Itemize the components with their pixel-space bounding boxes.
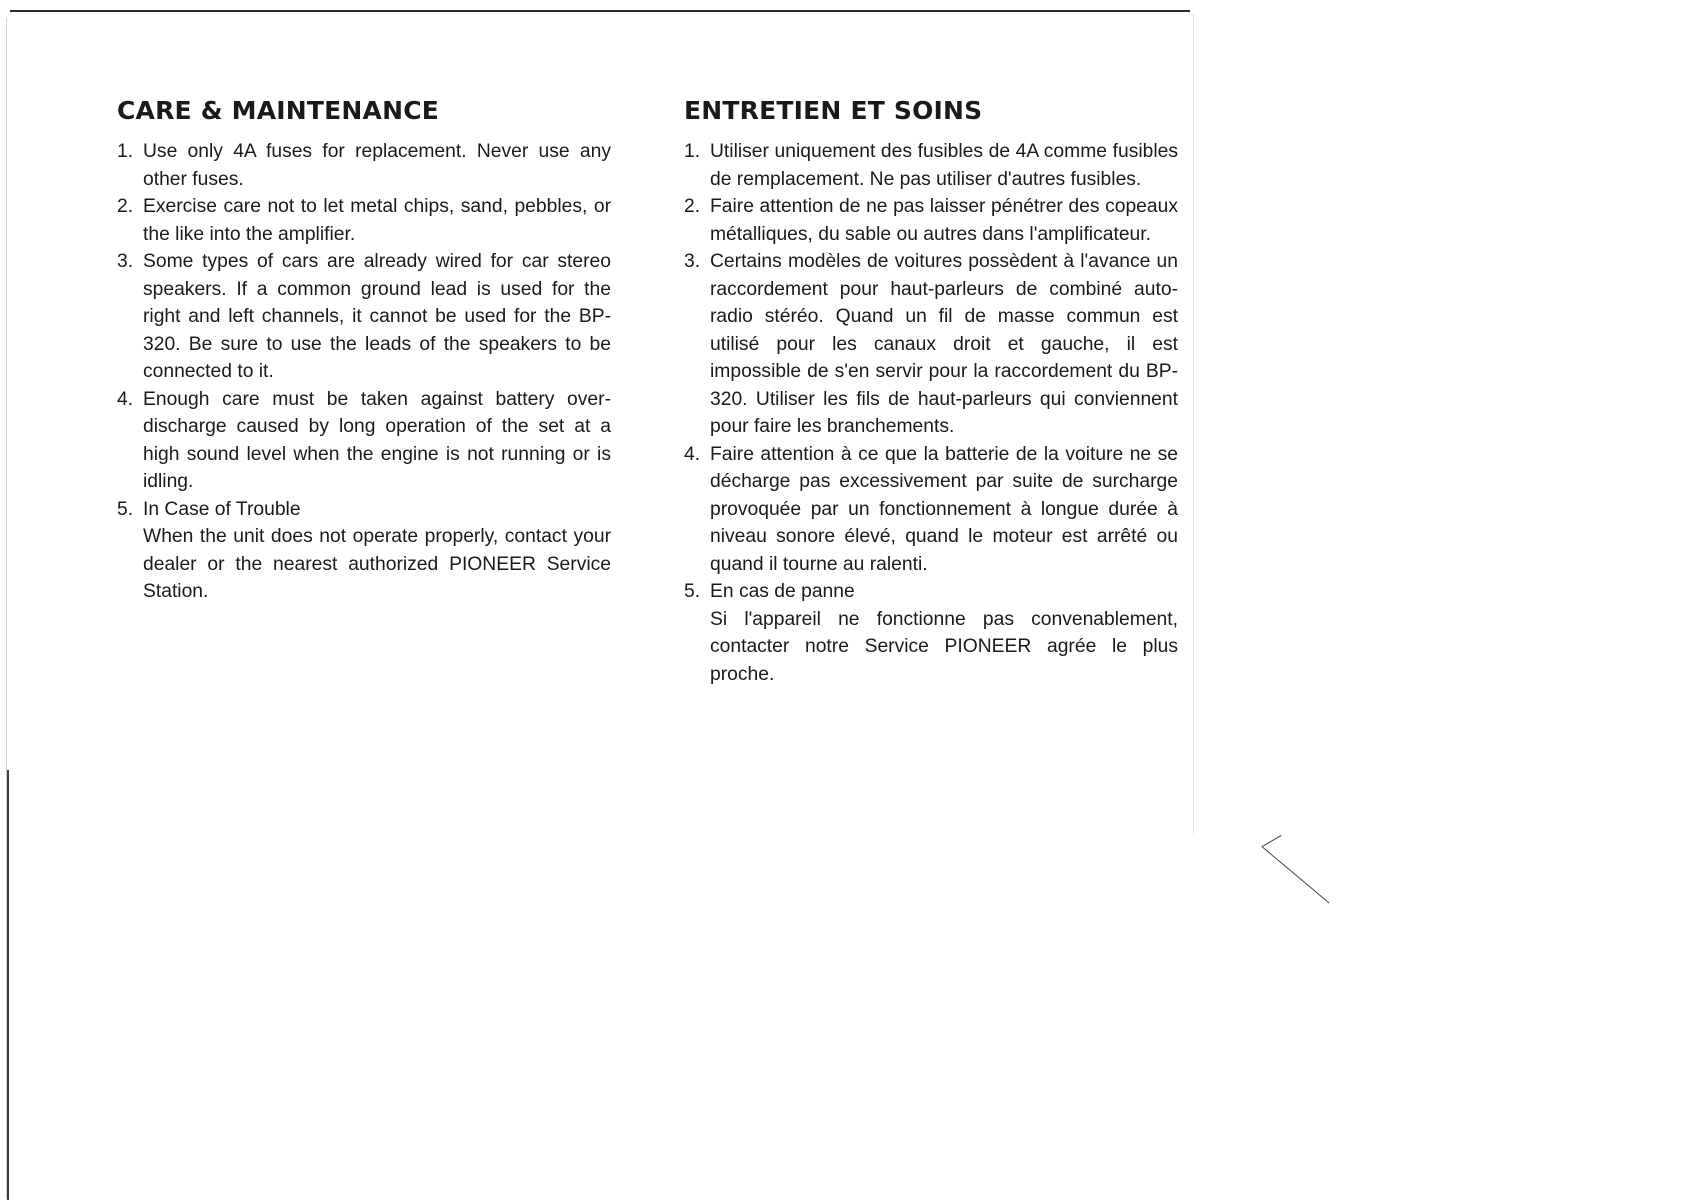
list-item bbox=[117, 248, 611, 386]
item-text: Exercise care not to let metal chips, sand, pebbles, or the like into the amplifier. bbox=[143, 196, 611, 245]
item-text: Enough care must be taken against battery over-discharge caused by long operation of the set at a high sound level when the engine is not running or is idling. bbox=[143, 388, 611, 492]
top-rule bbox=[10, 10, 1190, 12]
list-item bbox=[684, 441, 1178, 579]
list-item bbox=[117, 193, 611, 248]
french-title: ENTRETIEN ET SOINS bbox=[684, 96, 983, 125]
french-section bbox=[684, 94, 1178, 688]
list-item bbox=[684, 578, 1178, 688]
item-text: Faire attention à ce que la batterie de la voiture ne se décharge pas excessivement par suite de surcharge provoquée par un fonctionnement à longue durée à niveau sonore élevé, quand le moteur est arrêté ou quand il tourne au ralenti. bbox=[710, 443, 1178, 575]
item-number: 3. bbox=[117, 251, 134, 272]
item-number: 5. bbox=[684, 581, 701, 602]
english-list bbox=[117, 138, 611, 606]
list-item bbox=[117, 138, 611, 193]
list-item bbox=[684, 248, 1178, 441]
item-number: 5. bbox=[117, 498, 134, 520]
item-text: Utiliser uniquement des fusibles de 4A comme fusibles de remplacement. Ne pas utiliser d'autres fusibles. bbox=[710, 141, 1178, 190]
english-title: CARE & MAINTENANCE bbox=[117, 96, 440, 125]
list-item bbox=[684, 193, 1178, 248]
item-text: Faire attention de ne pas laisser pénétrer des copeaux métalliques, du sable ou autres dans l'amplificateur. bbox=[710, 196, 1178, 245]
english-section bbox=[117, 94, 611, 606]
item-number: 1. bbox=[684, 141, 701, 162]
item-number: 3. bbox=[684, 251, 701, 272]
page-left-edge-mark bbox=[7, 770, 9, 1200]
item-heading: En cas de panne bbox=[710, 581, 855, 602]
french-list bbox=[684, 138, 1178, 688]
item-text: Use only 4A fuses for replacement. Never use any other fuses. bbox=[143, 141, 611, 190]
item-text: Certains modèles de voitures possèdent à l'avance un raccordement pour haut-parleurs de combiné auto-radio stéréo. Quand un fil de masse commun est utilisé pour les canaux droit et gauche, il est impossible de s'en servir pour la raccordement du BP-320. Utiliser les fils de haut-parleurs qui conviennent pour faire les branchements. bbox=[710, 251, 1178, 437]
pen-stroke-curl bbox=[1262, 835, 1282, 847]
page-fold-line bbox=[1193, 14, 1194, 834]
pen-stroke bbox=[1261, 846, 1329, 903]
list-item bbox=[117, 386, 611, 496]
item-number: 1. bbox=[117, 141, 134, 162]
list-item bbox=[684, 138, 1178, 193]
item-heading: In Case of Trouble bbox=[143, 498, 301, 520]
item-number: 4. bbox=[684, 443, 701, 465]
item-text: Si l'appareil ne fonctionne pas convenablement, contacter notre Service PIONEER agrée le plus proche. bbox=[710, 608, 1178, 685]
list-item bbox=[117, 496, 611, 606]
item-number: 2. bbox=[117, 196, 134, 217]
item-number: 4. bbox=[117, 388, 134, 410]
item-number: 2. bbox=[684, 196, 701, 217]
item-text: Some types of cars are already wired for car stereo speakers. If a common ground lead is used for the right and left channels, it cannot be used for the BP-320. Be sure to use the leads of the speakers to be connected to it. bbox=[143, 251, 611, 382]
item-text: When the unit does not operate properly, contact your dealer or the nearest authorized PIONEER Service Station. bbox=[143, 526, 611, 602]
